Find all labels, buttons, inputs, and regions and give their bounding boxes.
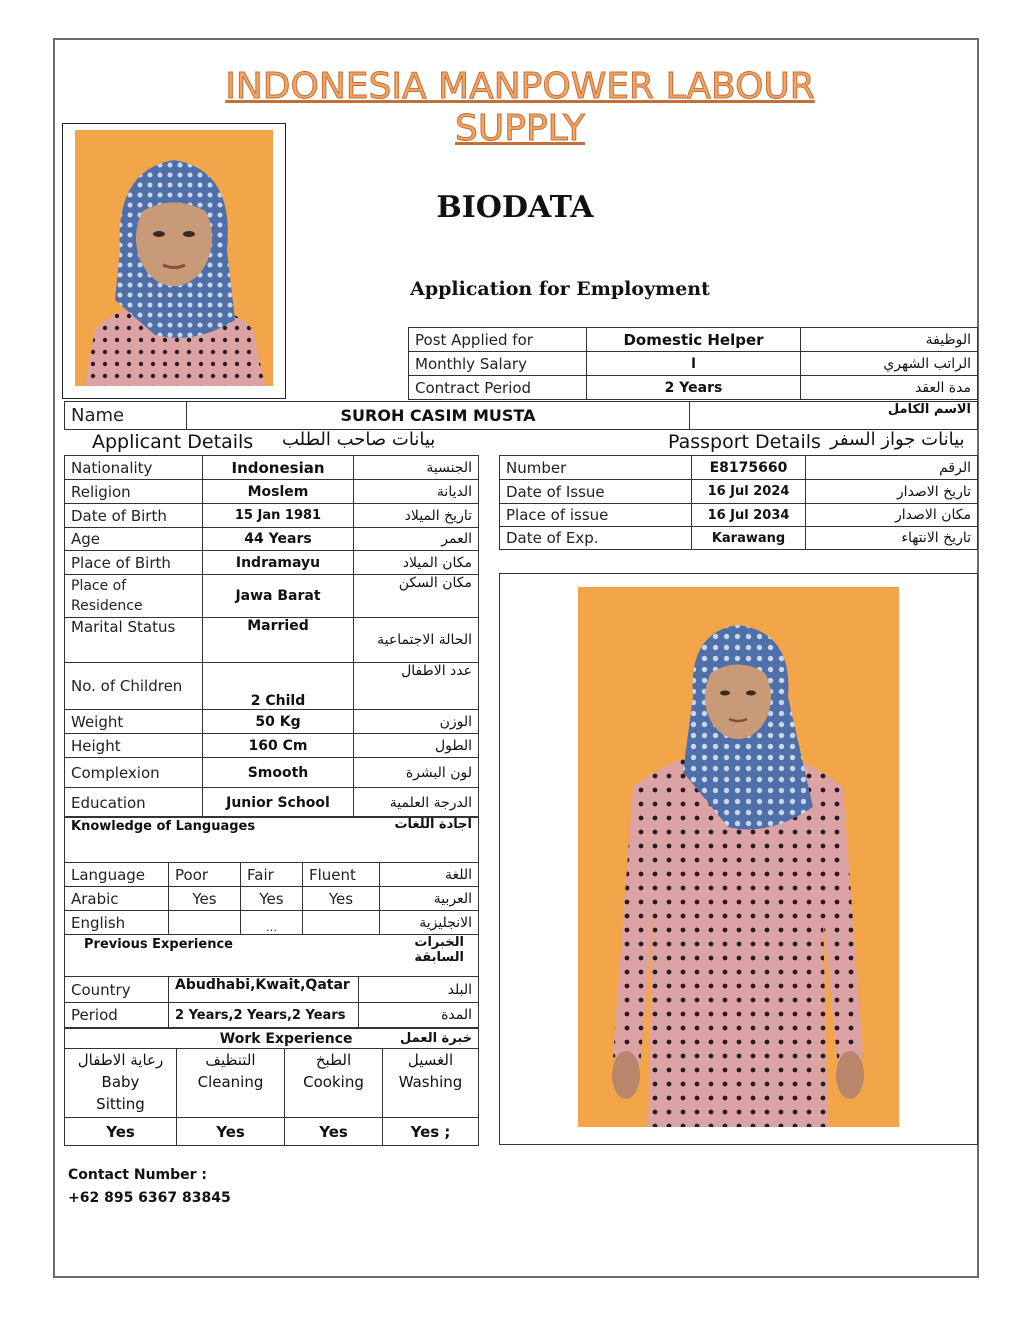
- portrait-photo: [62, 123, 286, 399]
- skill-babysitting: [65, 1049, 177, 1118]
- skill-en: Washing: [398, 1073, 463, 1091]
- table-row: [65, 663, 479, 710]
- languages-title: Knowledge of Languages: [65, 817, 380, 863]
- row-value: Smooth: [203, 758, 354, 788]
- row-ar: الحالة الاجتماعية: [354, 618, 479, 663]
- skill-value: Yes: [285, 1118, 383, 1146]
- passport-title-ar: بيانات جواز السفر: [830, 429, 965, 450]
- row-label: Age: [65, 528, 203, 551]
- row-label: Date of Issue: [500, 480, 692, 504]
- row-ar: الوزن: [354, 710, 479, 734]
- table-row: [500, 456, 978, 480]
- row-label: Education: [65, 788, 203, 818]
- name-ar: الاسم الكامل: [690, 402, 978, 430]
- post-value: Domestic Helper: [587, 328, 801, 352]
- language-poor: [169, 911, 241, 935]
- row-value: Junior School: [203, 788, 354, 818]
- row-ar: مكان السكن: [354, 575, 479, 618]
- company-title-line2: SUPPLY: [455, 108, 585, 149]
- skill-washing: [383, 1049, 479, 1118]
- full-body-photo: [578, 587, 899, 1127]
- contract-row: [409, 376, 978, 400]
- table-row: [65, 528, 479, 551]
- row-value: Jawa Barat: [203, 575, 354, 618]
- languages-title-row: [65, 817, 479, 863]
- salary-row: [409, 352, 978, 376]
- row-label: Number: [500, 456, 692, 480]
- experience-title-row: [65, 935, 479, 977]
- row-label: Place of Residence: [65, 575, 203, 618]
- skill-en: Baby Sitting: [96, 1073, 145, 1113]
- contract-label: Contract Period: [409, 376, 587, 400]
- work-table: [64, 1028, 479, 1146]
- table-row: [65, 575, 479, 618]
- salary-ar: الراتب الشهري: [801, 352, 978, 376]
- language-name: English: [65, 911, 169, 935]
- table-row: [65, 1003, 479, 1028]
- table-row: [65, 911, 479, 935]
- table-row: [65, 456, 479, 480]
- passport-table: [499, 455, 978, 550]
- header-fair: Fair: [241, 863, 303, 887]
- row-value: Karawang: [692, 527, 806, 550]
- table-row: [65, 887, 479, 911]
- contact-label: Contact Number :: [68, 1167, 208, 1183]
- experience-title: Previous Experience: [65, 935, 359, 977]
- table-row: [65, 758, 479, 788]
- skill-value: Yes ;: [383, 1118, 479, 1146]
- work-value-row: [65, 1118, 479, 1146]
- post-ar: الوظيفة: [801, 328, 978, 352]
- table-row: [500, 527, 978, 550]
- row-value: 15 Jan 1981: [203, 504, 354, 528]
- row-ar: تاريخ الاصدار: [806, 480, 978, 504]
- languages-header-row: [65, 863, 479, 887]
- contract-value: 2 Years: [587, 376, 801, 400]
- row-label: Complexion: [65, 758, 203, 788]
- portrait-illustration: [75, 130, 273, 386]
- table-row: [65, 551, 479, 575]
- country-ar: البلد: [359, 977, 479, 1003]
- period-label: Period: [65, 1003, 169, 1028]
- skill-ar: الطبخ: [315, 1051, 352, 1069]
- row-label: No. of Children: [65, 663, 203, 710]
- row-value: E8175660: [692, 456, 806, 480]
- work-skill-row: [65, 1049, 479, 1118]
- contact-number: +62 895 6367 83845: [68, 1190, 231, 1206]
- languages-title-ar: اجادة اللغات: [380, 817, 479, 863]
- language-fair: …: [241, 911, 303, 935]
- header-language-ar: اللغة: [380, 863, 479, 887]
- table-row: [65, 734, 479, 758]
- work-title: Work Experience: [65, 1029, 383, 1049]
- table-row: [500, 480, 978, 504]
- applicant-title: Applicant Details: [92, 431, 254, 453]
- post-row: [409, 328, 978, 352]
- skill-ar: التنظيف: [205, 1051, 256, 1069]
- country-value: Abudhabi,Kwait,Qatar: [169, 977, 359, 1003]
- full-body-illustration: [578, 587, 899, 1127]
- row-label: Nationality: [65, 456, 203, 480]
- country-label: Country: [65, 977, 169, 1003]
- row-value: 16 Jul 2024: [692, 480, 806, 504]
- table-row: [500, 504, 978, 527]
- row-label: Date of Birth: [65, 504, 203, 528]
- row-ar: الجنسية: [354, 456, 479, 480]
- skill-ar: الغسيل: [407, 1051, 454, 1069]
- passport-title: Passport Details: [668, 431, 821, 453]
- row-ar: العمر: [354, 528, 479, 551]
- row-label: Place of Birth: [65, 551, 203, 575]
- name-label: Name: [65, 402, 187, 430]
- row-value: 44 Years: [203, 528, 354, 551]
- language-poor: Yes: [169, 887, 241, 911]
- row-ar: الديانة: [354, 480, 479, 504]
- row-value: Indonesian: [203, 456, 354, 480]
- row-value: 50 Kg: [203, 710, 354, 734]
- contract-ar: مدة العقد: [801, 376, 978, 400]
- header-fluent: Fluent: [303, 863, 380, 887]
- row-ar: عدد الاطفال: [354, 663, 479, 710]
- applicant-table: [64, 455, 479, 818]
- period-value: 2 Years,2 Years,2 Years: [169, 1003, 359, 1028]
- table-row: [65, 504, 479, 528]
- row-ar: مكان الميلاد: [354, 551, 479, 575]
- row-label: Date of Exp.: [500, 527, 692, 550]
- language-fluent: [303, 911, 380, 935]
- biodata-heading: BIODATA: [436, 190, 594, 225]
- language-name: Arabic: [65, 887, 169, 911]
- skill-value: Yes: [65, 1118, 177, 1146]
- row-ar: الرقم: [806, 456, 978, 480]
- language-fluent: Yes: [303, 887, 380, 911]
- row-label: Weight: [65, 710, 203, 734]
- name-table: [64, 401, 978, 430]
- experience-table: [64, 934, 479, 1028]
- row-ar: الدرجة العلمية: [354, 788, 479, 818]
- row-ar: تاريخ الانتهاء: [806, 527, 978, 550]
- language-fair: Yes: [241, 887, 303, 911]
- table-row: [65, 480, 479, 504]
- row-value: 2 Child: [203, 663, 354, 710]
- skill-cooking: [285, 1049, 383, 1118]
- row-label: Religion: [65, 480, 203, 504]
- row-ar: مكان الاصدار: [806, 504, 978, 527]
- row-value: Moslem: [203, 480, 354, 504]
- header-language: Language: [65, 863, 169, 887]
- row-label: Height: [65, 734, 203, 758]
- table-row: [65, 618, 479, 663]
- languages-table: [64, 816, 479, 935]
- header-poor: Poor: [169, 863, 241, 887]
- row-value: Indramayu: [203, 551, 354, 575]
- post-table: [408, 327, 978, 400]
- work-title-ar: خبرة العمل: [383, 1029, 479, 1049]
- skill-en: Cleaning: [197, 1073, 264, 1091]
- application-heading: Application for Employment: [410, 278, 710, 300]
- period-ar: المدة: [359, 1003, 479, 1028]
- work-title-row: [65, 1029, 479, 1049]
- row-label: Marital Status: [65, 618, 203, 663]
- row-ar: الطول: [354, 734, 479, 758]
- post-label: Post Applied for: [409, 328, 587, 352]
- row-value: 160 Cm: [203, 734, 354, 758]
- applicant-title-ar: بيانات صاحب الطلب: [282, 429, 436, 450]
- skill-value: Yes: [177, 1118, 285, 1146]
- row-label: Place of issue: [500, 504, 692, 527]
- skill-en: Cooking: [303, 1073, 364, 1091]
- name-value: SUROH CASIM MUSTA: [187, 402, 690, 430]
- table-row: [65, 710, 479, 734]
- language-ar: العربية: [380, 887, 479, 911]
- table-row: [65, 977, 479, 1003]
- row-ar: لون البشرة: [354, 758, 479, 788]
- salary-label: Monthly Salary: [409, 352, 587, 376]
- table-row: [65, 788, 479, 818]
- skill-cleaning: [177, 1049, 285, 1118]
- company-title-line1: INDONESIA MANPOWER LABOUR: [225, 66, 815, 107]
- contact-block: [68, 1164, 231, 1210]
- skill-ar: رعاية الاطفال: [77, 1051, 164, 1069]
- row-value: Married: [203, 618, 354, 663]
- language-ar: الانجليزية: [380, 911, 479, 935]
- salary-value: ا: [587, 352, 801, 376]
- row-ar: تاريخ الميلاد: [354, 504, 479, 528]
- row-value: 16 Jul 2034: [692, 504, 806, 527]
- experience-title-ar: الخبرات السابقة: [359, 935, 479, 977]
